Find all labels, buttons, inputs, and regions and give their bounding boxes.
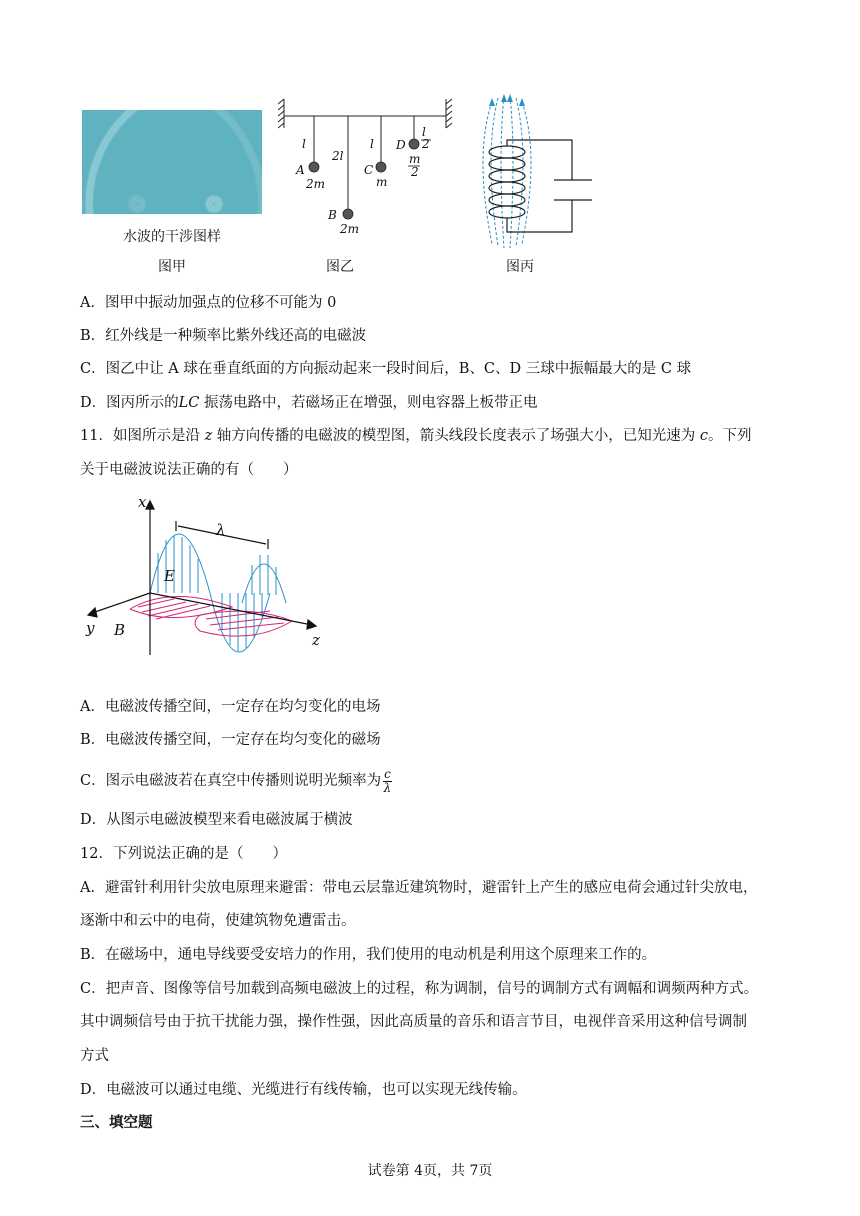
q10-option-d-lc: LC xyxy=(178,395,200,411)
q11-option-c-fraction xyxy=(383,768,392,795)
figure-jia-inner-caption: 水波的干涉图样 xyxy=(123,229,221,245)
q12-option-c-line2: 其中调频信号由于抗干扰能力强，操作性强，因此高质量的音乐和语言节目，电视伴音采用这种信号调制 xyxy=(80,1014,747,1030)
b-field-label: B xyxy=(114,621,126,639)
section-heading: 三、填空题 xyxy=(80,1115,153,1131)
q11-option-c xyxy=(80,764,392,798)
label-ball-d: D xyxy=(396,138,406,152)
q10-option-c: C．图乙中让 A 球在垂直纸面的方向振动起来一段时间后，B、C、D 三球中振幅最大的是 C 球 xyxy=(80,361,692,377)
figure-yi-caption: 图乙 xyxy=(326,259,354,275)
label-l-b: 2l xyxy=(332,149,344,163)
q12-option-c-line3: 方式 xyxy=(80,1048,109,1064)
q10-option-d-pre: D．图丙所示的 xyxy=(80,395,179,411)
q12-option-c-line1: C．把声音、图像等信号加载到高频电磁波上的过程，称为调制，信号的调制方式有调幅和调频两种方式。 xyxy=(80,981,759,997)
q11-option-d: D．从图示电磁波模型来看电磁波属于横波 xyxy=(80,812,353,828)
label-ball-a: A xyxy=(296,163,305,177)
q12-option-a-line2: 逐渐中和云中的电荷，使建筑物免遭雷击。 xyxy=(80,913,356,929)
q11-stem-part1: 11．如图所示是沿 xyxy=(80,428,205,444)
q12-option-b: B．在磁场中，通电导线要受安培力的作用，我们使用的电动机是利用这个原理来工作的。 xyxy=(80,947,657,963)
label-d-frac-den: 2 xyxy=(422,137,430,151)
q11-stem-c: c xyxy=(699,428,709,444)
figure-bing xyxy=(462,94,612,250)
em-wave-figure xyxy=(82,495,332,680)
q10-option-d-post: 振荡电路中，若磁场正在增强，则电容器上板带正电 xyxy=(199,395,538,411)
label-d-frac-num: l xyxy=(422,125,426,139)
q11-option-b: B．电磁波传播空间，一定存在均匀变化的磁场 xyxy=(80,732,381,748)
label-md-frac-den: 2 xyxy=(411,165,419,179)
fraction-denominator: λ xyxy=(383,780,392,795)
q12-option-a-line1: A．避雷针利用针尖放电原理来避雷：带电云层靠近建筑物时，避雷针上产生的感应电荷会通过针尖放电， xyxy=(80,880,758,896)
label-l-a: l xyxy=(302,137,306,151)
page-footer: 试卷第 4页，共 7页 xyxy=(367,1163,493,1179)
axis-x-label: x xyxy=(138,495,147,511)
lc-circuit-diagram xyxy=(462,94,612,250)
figure-jia xyxy=(82,110,262,250)
e-field-label: E xyxy=(164,567,175,585)
label-mass-c: m xyxy=(376,175,388,189)
q12-stem: 12．下列说法正确的是（ ） xyxy=(80,846,287,862)
q11-stem-line1 xyxy=(80,426,752,446)
fraction-numerator: c xyxy=(384,766,391,781)
q11-option-a: A．电磁波传播空间，一定存在均匀变化的电场 xyxy=(80,699,381,715)
q10-option-a: A．图甲中振动加强点的位移不可能为 0 xyxy=(80,295,337,311)
em-wave-diagram xyxy=(82,495,332,680)
label-md-frac-num: m xyxy=(409,152,421,166)
label-mass-a: 2m xyxy=(306,177,326,191)
label-mass-b: 2m xyxy=(340,222,360,236)
q12-option-d: D．电磁波可以通过电缆、光缆进行有线传输，也可以实现无线传输。 xyxy=(80,1082,527,1098)
q10-option-b: B．红外线是一种频率比紫外线还高的电磁波 xyxy=(80,328,367,344)
figure-jia-caption: 图甲 xyxy=(158,259,186,275)
water-interference-image xyxy=(82,110,262,214)
q11-stem-z: z xyxy=(204,428,213,444)
pendulum-diagram xyxy=(278,96,458,246)
q10-option-d xyxy=(80,393,537,413)
q11-stem-part3: 。下列 xyxy=(708,428,752,444)
label-l-c: l xyxy=(370,137,374,151)
axis-z-label: z xyxy=(312,631,320,649)
q11-option-c-text: C．图示电磁波若在真空中传播则说明光频率为 xyxy=(80,773,382,789)
figure-yi xyxy=(278,96,458,246)
axis-y-label: y xyxy=(86,619,95,637)
q11-stem-part2: 轴方向传播的电磁波的模型图，箭头线段长度表示了场强大小，已知光速为 xyxy=(212,428,700,444)
lambda-label: λ xyxy=(216,521,226,539)
label-ball-b: B xyxy=(328,208,337,222)
q11-stem-line2: 关于电磁波说法正确的有（ ） xyxy=(80,462,298,478)
figure-bing-caption: 图丙 xyxy=(506,259,534,275)
label-ball-c: C xyxy=(364,163,374,177)
